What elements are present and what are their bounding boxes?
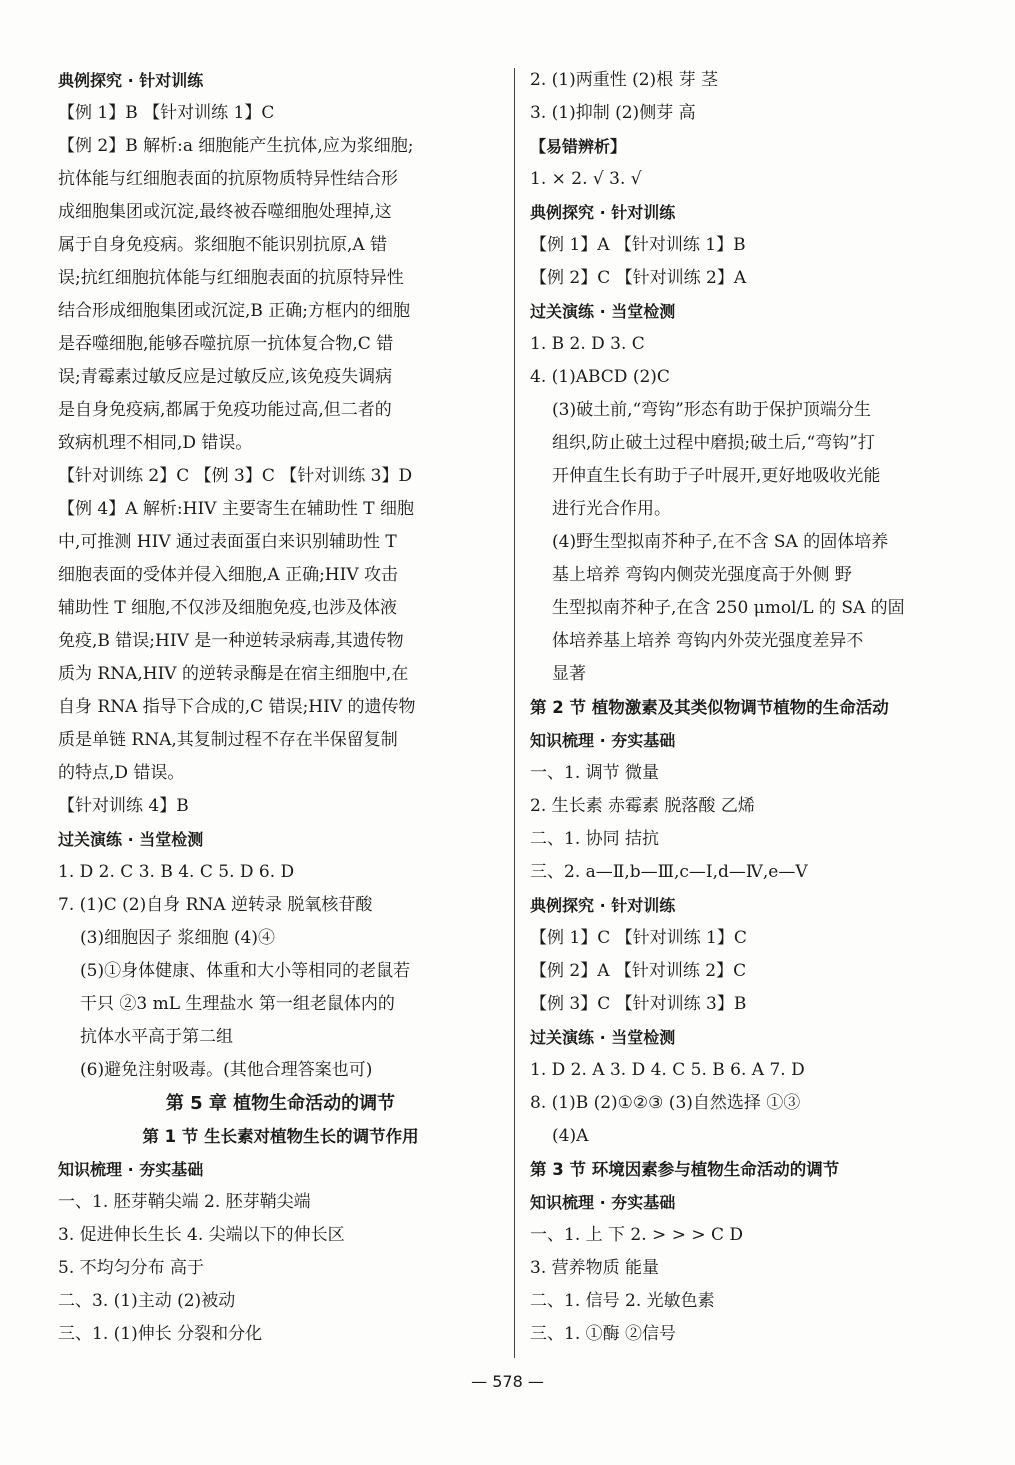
text-line: 致病机理不相同,D 错误。 (58, 433, 253, 453)
text-line: 2. 生长素 赤霉素 脱落酸 乙烯 (530, 796, 755, 816)
text-line: 3. 促进伸长生长 4. 尖端以下的伸长区 (58, 1225, 345, 1245)
indented-line: 生型拟南芥种子,在含 250 μmol/L 的 SA 的固 (552, 598, 905, 618)
section-title: 第 3 节 环境因素参与植物生命活动的调节 (530, 1160, 840, 1179)
section-heading: 过关演练 · 当堂检测 (530, 1028, 676, 1047)
indented-line: 体培养基上培养 弯钩内外荧光强度差异不 (552, 631, 864, 651)
text-line: 【例 2】B 解析:a 细胞能产生抗体,应为浆细胞; (58, 136, 414, 156)
indented-line: (4)A (552, 1126, 589, 1146)
text-line: 【例 1】A 【针对训练 1】B (530, 235, 746, 255)
text-line: 成细胞集团或沉淀,最终被吞噬细胞处理掉,这 (58, 202, 392, 222)
text-line: 1. D 2. A 3. D 4. C 5. B 6. A 7. D (530, 1060, 805, 1080)
text-line: 1. B 2. D 3. C (530, 334, 645, 354)
text-line: 是吞噬细胞,能够吞噬抗原一抗体复合物,C 错 (58, 334, 394, 354)
text-line: 自身 RNA 指导下合成的,C 错误;HIV 的遗传物 (58, 697, 416, 717)
text-line: 一、1. 胚芽鞘尖端 2. 胚芽鞘尖端 (58, 1192, 311, 1212)
page-number: — 578 — (471, 1372, 544, 1391)
section-title: 第 2 节 植物激素及其类似物调节植物的生命活动 (530, 698, 889, 717)
text-line: 的特点,D 错误。 (58, 763, 185, 783)
text-line: 1. × 2. √ 3. √ (530, 169, 642, 189)
text-line: 4. (1)ABCD (2)C (530, 367, 670, 387)
text-line: 7. (1)C (2)自身 RNA 逆转录 脱氧核苷酸 (58, 895, 373, 915)
text-line: 辅助性 T 细胞,不仅涉及细胞免疫,也涉及体液 (58, 598, 397, 618)
text-line: 误;青霉素过敏反应是过敏反应,该免疫失调病 (58, 367, 393, 387)
indented-line: 进行光合作用。 (552, 499, 671, 519)
text-line: 中,可推测 HIV 通过表面蛋白来识别辅助性 T (58, 532, 397, 552)
text-line: 一、1. 调节 微量 (530, 763, 660, 783)
column-divider (514, 68, 515, 1358)
text-line: 二、1. 信号 2. 光敏色素 (530, 1291, 715, 1311)
text-line: 【例 4】A 解析:HIV 主要寄生在辅助性 T 细胞 (58, 499, 414, 519)
text-line: 质为 RNA,HIV 的逆转录酶是在宿主细胞中,在 (58, 664, 409, 684)
indented-line: (6)避免注射吸毒。(其他合理答案也可) (80, 1060, 373, 1080)
text-line: 5. 不均匀分布 高于 (58, 1258, 205, 1278)
section-title: 第 1 节 生长素对植物生长的调节作用 (142, 1127, 419, 1146)
indented-line: 开伸直生长有助于子叶展开,更好地吸收光能 (552, 466, 881, 486)
right-column (530, 64, 982, 1351)
text-line: 结合形成细胞集团或沉淀,B 正确;方框内的细胞 (58, 301, 411, 321)
text-line: 三、1. ①酶 ②信号 (530, 1324, 677, 1344)
text-line: 一、1. 上 下 2. > > > C D (530, 1225, 744, 1245)
text-line: 【针对训练 2】C 【例 3】C 【针对训练 3】D (58, 466, 413, 486)
text-line: 【针对训练 4】B (58, 796, 189, 816)
text-line: 8. (1)B (2)①②③ (3)自然选择 ①③ (530, 1093, 801, 1113)
section-heading: 典例探究 · 针对训练 (58, 71, 204, 90)
text-line: 二、1. 协同 拮抗 (530, 829, 660, 849)
text-line: 属于自身免疫病。浆细胞不能识别抗原,A 错 (58, 235, 388, 255)
text-line: 【例 1】B 【针对训练 1】C (58, 103, 275, 123)
text-line: 1. D 2. C 3. B 4. C 5. D 6. D (58, 862, 295, 882)
text-line: 细胞表面的受体并侵入细胞,A 正确;HIV 攻击 (58, 565, 399, 585)
text-line: 【例 2】A 【针对训练 2】C (530, 961, 747, 981)
section-heading: 知识梳理 · 夯实基础 (58, 1160, 204, 1179)
text-line: 误;抗红细胞抗体能与红细胞表面的抗原特异性 (58, 268, 404, 288)
section-heading: 知识梳理 · 夯实基础 (530, 731, 676, 750)
text-line: 3. 营养物质 能量 (530, 1258, 660, 1278)
text-line: 质是单链 RNA,其复制过程不存在半保留复制 (58, 730, 398, 750)
section-heading: 典例探究 · 针对训练 (530, 896, 676, 915)
section-heading: 典例探究 · 针对训练 (530, 203, 676, 222)
text-line: 是自身免疫病,都属于免疫功能过高,但二者的 (58, 400, 392, 420)
indented-line: 显著 (552, 664, 586, 684)
text-line: 免疫,B 错误;HIV 是一种逆转录病毒,其遗传物 (58, 631, 404, 651)
text-line: 三、1. (1)伸长 分裂和分化 (58, 1324, 263, 1344)
indented-line: (5)①身体健康、体重和大小等相同的老鼠若 (80, 961, 411, 981)
chapter-title: 第 5 章 植物生命活动的调节 (165, 1093, 396, 1114)
text-line: 3. (1)抑制 (2)侧芽 高 (530, 103, 696, 123)
section-heading: 过关演练 · 当堂检测 (530, 302, 676, 321)
text-line: 抗体能与红细胞表面的抗原物质特异性结合形 (58, 169, 398, 189)
text-line: 【例 1】C 【针对训练 1】C (530, 928, 747, 948)
indented-line: 组织,防止破土过程中磨损;破土后,“弯钩”打 (552, 433, 875, 453)
section-heading: 知识梳理 · 夯实基础 (530, 1193, 676, 1212)
indented-line: (4)野生型拟南芥种子,在不含 SA 的固体培养 (552, 532, 889, 552)
left-column (58, 64, 503, 1351)
text-line: 二、3. (1)主动 (2)被动 (58, 1291, 236, 1311)
indented-line: 干只 ②3 mL 生理盐水 第一组老鼠体内的 (80, 994, 395, 1014)
text-line: 2. (1)两重性 (2)根 芽 茎 (530, 70, 718, 90)
indented-line: 基上培养 弯钩内侧荧光强度高于外侧 野 (552, 565, 852, 585)
text-line: 【例 2】C 【针对训练 2】A (530, 268, 747, 288)
indented-line: (3)破土前,“弯钩”形态有助于保护顶端分生 (552, 400, 871, 420)
indented-line: 抗体水平高于第二组 (80, 1027, 233, 1047)
indented-line: (3)细胞因子 浆细胞 (4)④ (80, 928, 275, 948)
section-heading: 【易错辨析】 (530, 137, 627, 156)
section-heading: 过关演练 · 当堂检测 (58, 830, 204, 849)
text-line: 三、2. a—Ⅱ,b—Ⅲ,c—Ⅰ,d—Ⅳ,e—Ⅴ (530, 862, 808, 882)
text-line: 【例 3】C 【针对训练 3】B (530, 994, 747, 1014)
